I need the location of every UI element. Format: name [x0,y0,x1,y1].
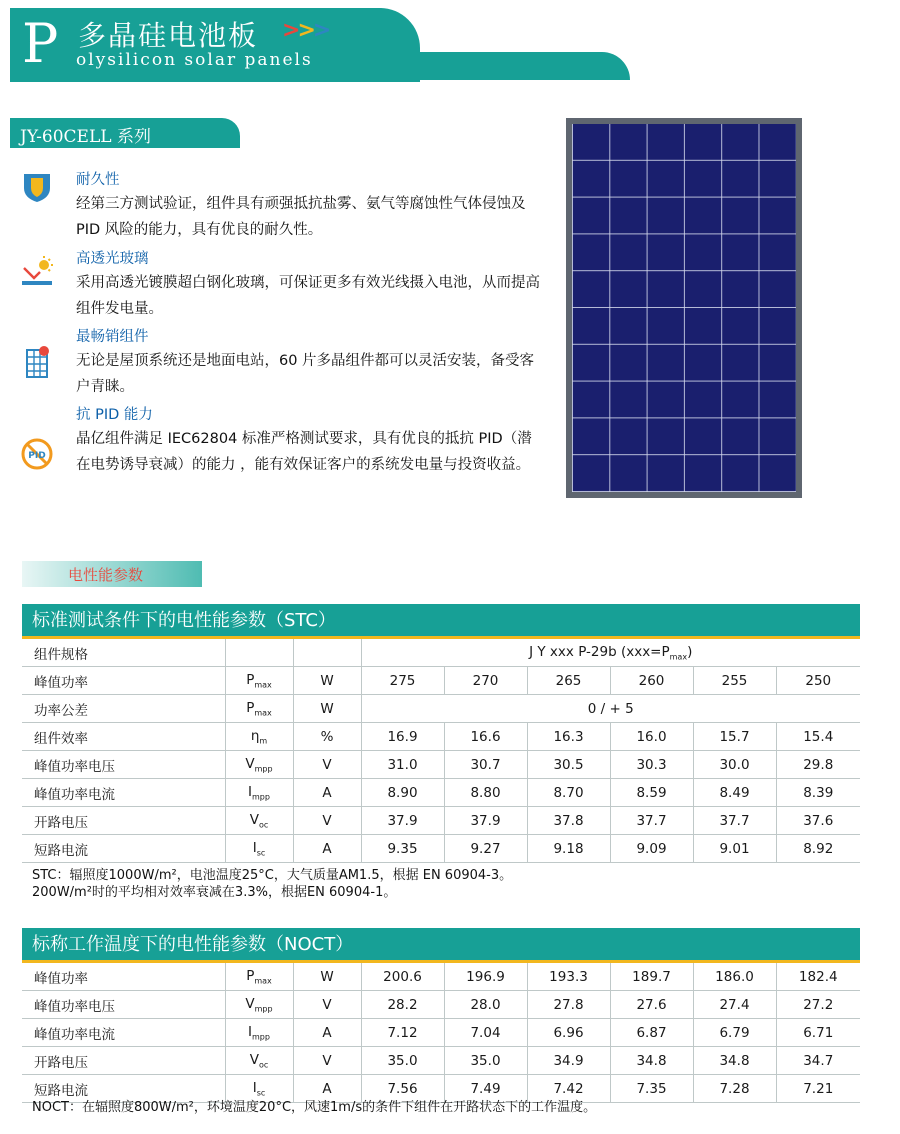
symbol-cell [225,667,293,695]
row-label: 峰值功率 [22,963,225,991]
unit-cell: V [293,751,361,779]
value-cell: 34.9 [527,1047,610,1075]
value-cell: 193.3 [527,963,610,991]
row-label: 峰值功率电压 [22,751,225,779]
value-cell: 30.7 [444,751,527,779]
page-title: 多晶硅电池板 [78,19,259,52]
table-row [22,1047,860,1075]
symbol: I [248,783,253,800]
value-cell: 37.9 [444,807,527,835]
symbol-subscript: sc [256,1088,266,1098]
value-cell: 37.6 [776,807,860,835]
value-cell: 196.9 [444,963,527,991]
anti-pid-icon [20,437,54,471]
table-row [22,639,860,667]
value-cell: 34.8 [610,1047,693,1075]
row-label: 开路电压 [22,807,225,835]
value-cell: 8.39 [776,779,860,807]
unit-cell: A [293,1075,361,1103]
header-letter: P [22,12,59,75]
value-cell: 15.4 [776,723,860,751]
feature-text-glass: 采用高透光镀膜超白钢化玻璃，可保证更多有效光线摄入电池，从而提高组件发电量。 [76,275,540,317]
tolerance-value: 0 / + 5 [361,695,860,723]
value-cell: 7.04 [444,1019,527,1047]
row-label: 峰值功率 [22,667,225,695]
value-cell: 30.3 [610,751,693,779]
row-label: 峰值功率电压 [22,991,225,1019]
unit-cell: V [293,991,361,1019]
row-label: 短路电流 [22,1075,225,1103]
value-cell: 255 [693,667,776,695]
value-cell: 37.7 [610,807,693,835]
symbol-cell [225,723,293,751]
value-cell: 7.49 [444,1075,527,1103]
value-cell: 7.35 [610,1075,693,1103]
value-cell: 27.2 [776,991,860,1019]
table-row [22,751,860,779]
value-cell: 34.7 [776,1047,860,1075]
value-cell: 265 [527,667,610,695]
symbol-subscript: oc [258,1060,269,1070]
value-cell: 35.0 [444,1047,527,1075]
value-cell: 9.18 [527,835,610,863]
table-row [22,835,860,863]
unit-cell: V [293,807,361,835]
symbol-cell [225,639,293,667]
value-cell: 186.0 [693,963,776,991]
symbol: P [246,699,255,716]
table-row [22,1019,860,1047]
value-cell: 8.70 [527,779,610,807]
symbol: V [245,755,255,772]
model-suffix: ) [687,643,693,660]
value-cell: 7.42 [527,1075,610,1103]
symbol: V [249,1051,259,1068]
symbol-cell [225,835,293,863]
value-cell: 16.6 [444,723,527,751]
noct-section-title: 标称工作温度下的电性能参数（NOCT） [22,928,860,960]
value-cell: 7.28 [693,1075,776,1103]
table-row [22,991,860,1019]
value-cell: 7.12 [361,1019,444,1047]
feature-text-durability: 经第三方测试验证，组件具有顽强抵抗盐雾、氨气等腐蚀性气体侵蚀及 PID 风险的能力，具有优良的耐久性。 [76,196,526,238]
symbol-cell [225,807,293,835]
symbol-cell [225,1047,293,1075]
value-cell: 27.6 [610,991,693,1019]
value-cell: 31.0 [361,751,444,779]
symbol-subscript: mpp [252,792,270,802]
value-cell: 7.56 [361,1075,444,1103]
value-cell: 9.27 [444,835,527,863]
feature-title-durability: 耐久性 [76,172,120,188]
unit-cell: W [293,963,361,991]
unit-cell: % [293,723,361,751]
sun-glass-icon [20,256,54,290]
value-cell: 37.9 [361,807,444,835]
row-label: 开路电压 [22,1047,225,1075]
symbol-subscript: max [254,708,272,718]
value-cell: 28.0 [444,991,527,1019]
value-cell: 8.90 [361,779,444,807]
page-subtitle: olysilicon solar panels [76,50,313,70]
unit-cell: A [293,1019,361,1047]
electrical-banner [22,561,202,587]
value-cell: 28.2 [361,991,444,1019]
unit-cell: A [293,779,361,807]
value-cell: 35.0 [361,1047,444,1075]
feature-text-bestseller: 无论是屋顶系统还是地面电站，60 片多晶组件都可以灵活安装，备受客户青睐。 [76,353,535,395]
value-cell: 27.8 [527,991,610,1019]
value-cell: 275 [361,667,444,695]
model-prefix: J Y xxx P-29b (xxx=P [529,643,670,660]
row-label: 短路电流 [22,835,225,863]
feature-title-bestseller: 最畅销组件 [76,329,149,345]
symbol-subscript: max [254,680,272,690]
symbol-cell [225,695,293,723]
table-row [22,667,860,695]
symbol-subscript: m [259,736,268,746]
symbol-subscript: sc [256,848,266,858]
value-cell: 6.87 [610,1019,693,1047]
value-cell: 7.21 [776,1075,860,1103]
value-cell: 16.3 [527,723,610,751]
symbol: η [250,727,260,744]
symbol-cell [225,963,293,991]
table-row [22,807,860,835]
symbol: I [252,1079,257,1096]
table-row [22,1075,860,1103]
table-row [22,779,860,807]
unit-cell [293,639,361,667]
electrical-banner-label: 电性能参数 [68,566,144,584]
value-cell: 189.7 [610,963,693,991]
solar-panel-icon [20,345,54,379]
row-label: 峰值功率电流 [22,779,225,807]
symbol-cell [225,1075,293,1103]
symbol-subscript: mpp [252,1032,270,1042]
series-tab [10,118,240,148]
value-cell: 200.6 [361,963,444,991]
value-cell: 27.4 [693,991,776,1019]
symbol-subscript: oc [258,820,269,830]
value-cell: 250 [776,667,860,695]
table-row [22,963,860,991]
unit-cell: W [293,667,361,695]
value-cell: 16.9 [361,723,444,751]
table-row [22,695,860,723]
symbol-cell [225,991,293,1019]
table-row [22,723,860,751]
value-cell: 30.5 [527,751,610,779]
value-cell: 9.01 [693,835,776,863]
value-cell: 8.80 [444,779,527,807]
chevron-right-icon: >>> [282,18,329,43]
row-label: 功率公差 [22,695,225,723]
feature-title-pid: 抗 PID 能力 [76,407,153,423]
feature-text-pid: 晶亿组件满足 IEC62804 标准严格测试要求，具有优良的抵抗 PID（潜在电势诱导衰减）的能力 ，能有效保证客户的系统发电量与投资收益。 [76,431,532,473]
row-label: 组件效率 [22,723,225,751]
noct-note: NOCT：在辐照度800W/m²，环境温度20°C，风速1m/s的条件下组件在开路状态下的工作温度。 [32,1100,597,1115]
value-cell: 6.71 [776,1019,860,1047]
symbol: I [252,839,257,856]
value-cell: 270 [444,667,527,695]
value-cell: 34.8 [693,1047,776,1075]
unit-cell: A [293,835,361,863]
panel-cells [572,124,796,492]
value-cell: 37.7 [693,807,776,835]
symbol-subscript: max [254,976,272,986]
stc-table [22,639,860,863]
value-cell: 182.4 [776,963,860,991]
value-cell: 6.79 [693,1019,776,1047]
value-cell: 9.09 [610,835,693,863]
stc-note-2: 200W/m²时的平均相对效率衰减在3.3%，根据EN 60904-1。 [32,885,397,900]
symbol: V [249,811,259,828]
value-cell: 6.96 [527,1019,610,1047]
noct-table [22,963,860,1103]
unit-cell: V [293,1047,361,1075]
value-cell: 8.49 [693,779,776,807]
value-cell: 8.59 [610,779,693,807]
symbol-cell [225,751,293,779]
value-cell: 15.7 [693,723,776,751]
symbol-subscript: mpp [254,1004,273,1014]
symbol: P [246,671,255,688]
value-cell: 8.92 [776,835,860,863]
value-cell: 9.35 [361,835,444,863]
model-value [361,639,860,667]
feature-title-glass: 高透光玻璃 [76,251,149,267]
value-cell: 16.0 [610,723,693,751]
stc-section-title: 标准测试条件下的电性能参数（STC） [22,604,860,636]
shield-icon [20,170,54,204]
value-cell: 29.8 [776,751,860,779]
anti-pid-icon-label: PID [28,451,46,461]
series-label: JY-60CELL 系列 [20,127,151,147]
value-cell: 30.0 [693,751,776,779]
value-cell: 260 [610,667,693,695]
symbol-cell [225,1019,293,1047]
row-label: 组件规格 [22,639,225,667]
solar-panel-image [566,118,802,498]
unit-cell: W [293,695,361,723]
value-cell: 37.8 [527,807,610,835]
model-subscript: max [669,652,688,662]
symbol: I [248,1023,253,1040]
symbol-subscript: mpp [254,764,273,774]
symbol: P [246,967,255,984]
symbol: V [245,995,255,1012]
stc-note-1: STC：辐照度1000W/m²，电池温度25°C，大气质量AM1.5，根据 EN 60904-3。 [32,868,513,883]
symbol-cell [225,779,293,807]
row-label: 峰值功率电流 [22,1019,225,1047]
